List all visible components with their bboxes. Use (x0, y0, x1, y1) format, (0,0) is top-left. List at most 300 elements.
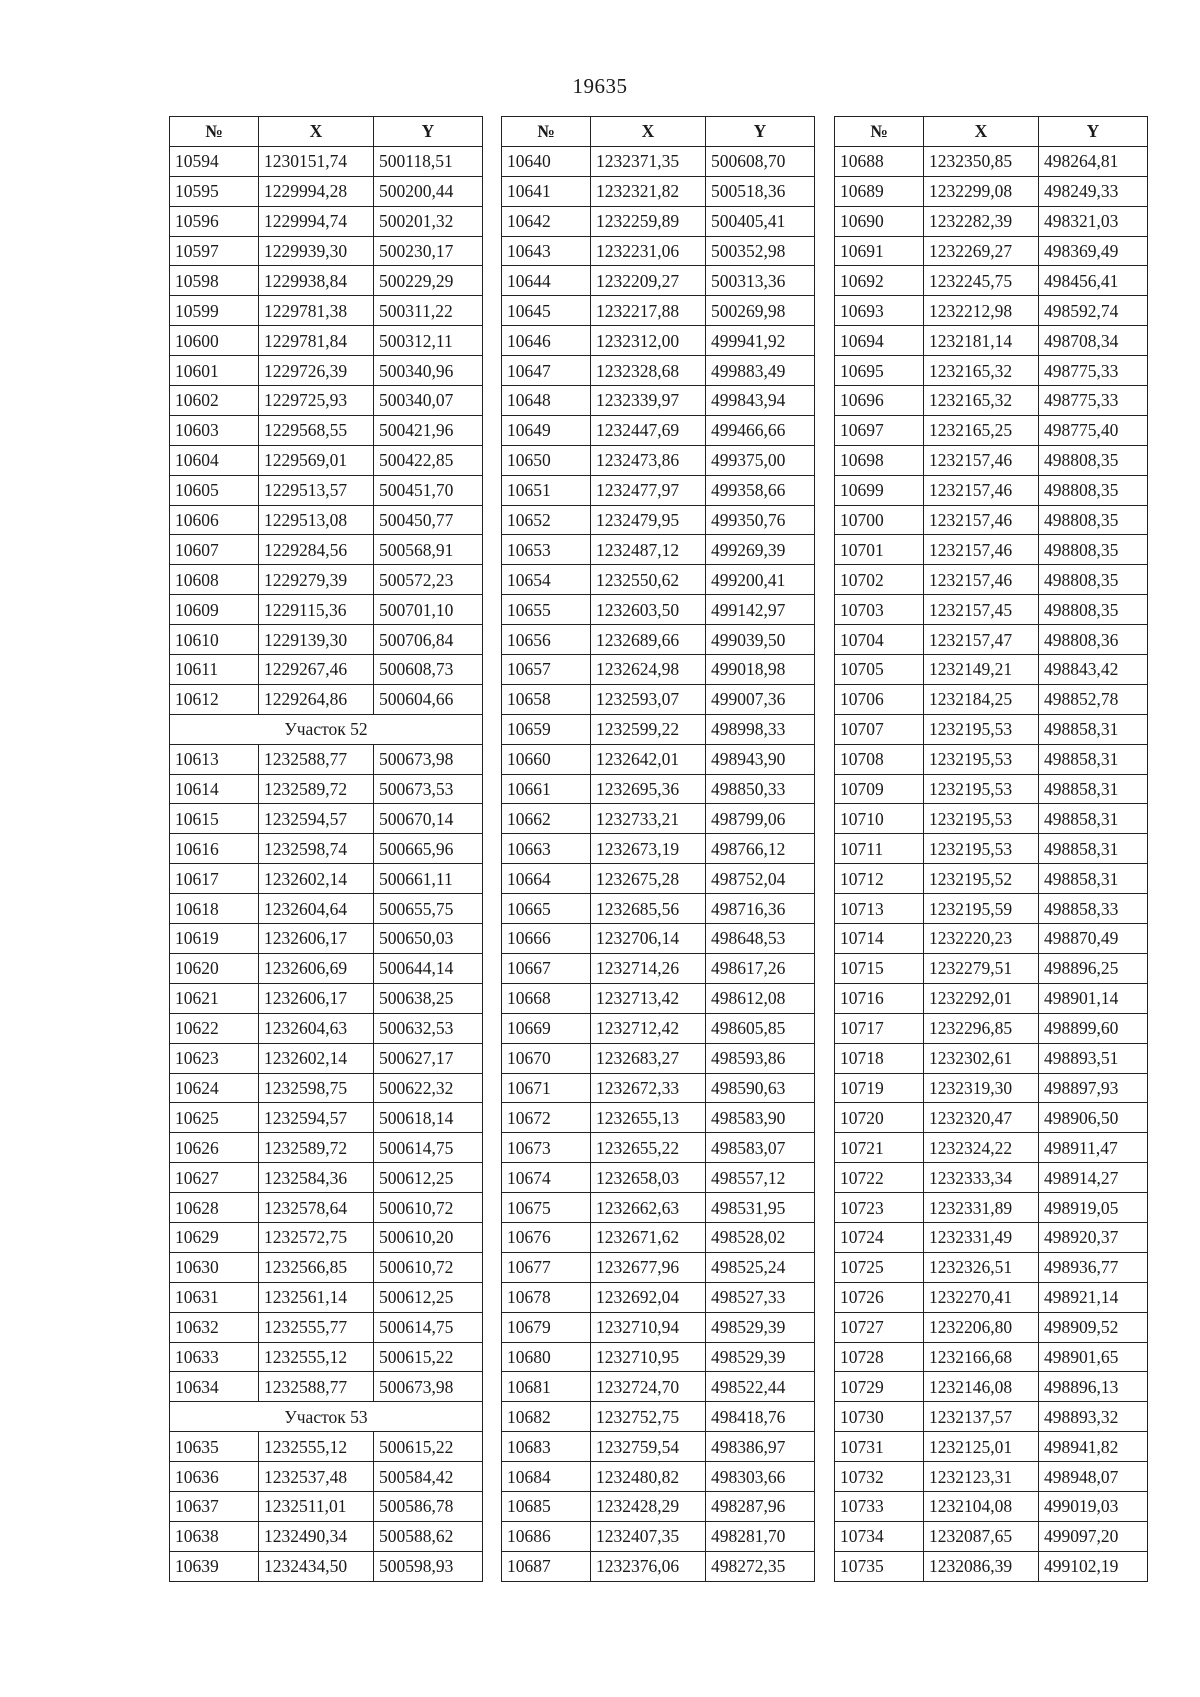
y-coordinate-cell: 498583,90 (706, 1103, 815, 1133)
x-coordinate-cell: 1230151,74 (259, 146, 374, 176)
y-coordinate-cell: 500618,14 (374, 1103, 483, 1133)
y-coordinate-cell: 500118,51 (374, 146, 483, 176)
y-coordinate-cell: 498896,25 (1039, 953, 1148, 983)
point-number-cell: 10608 (170, 565, 259, 595)
y-coordinate-cell: 500614,75 (374, 1312, 483, 1342)
x-coordinate-cell: 1232326,51 (924, 1252, 1039, 1282)
table-row (170, 1342, 483, 1372)
x-coordinate-cell: 1232087,65 (924, 1521, 1039, 1551)
table-row (502, 535, 815, 565)
y-coordinate-cell: 499142,97 (706, 595, 815, 625)
table-row (835, 1491, 1148, 1521)
y-coordinate-cell: 500405,41 (706, 206, 815, 236)
table-row (835, 953, 1148, 983)
y-coordinate-cell: 498612,08 (706, 983, 815, 1013)
point-number-cell: 10726 (835, 1282, 924, 1312)
point-number-cell: 10603 (170, 415, 259, 445)
table-row (502, 834, 815, 864)
x-coordinate-cell: 1232589,72 (259, 774, 374, 804)
x-coordinate-cell: 1232157,46 (924, 445, 1039, 475)
table-row (502, 356, 815, 386)
y-coordinate-cell: 500673,53 (374, 774, 483, 804)
table-row (502, 505, 815, 535)
point-number-cell: 10618 (170, 894, 259, 924)
point-number-cell: 10674 (502, 1163, 591, 1193)
y-coordinate-cell: 498264,81 (1039, 146, 1148, 176)
x-coordinate-cell: 1232270,41 (924, 1282, 1039, 1312)
x-coordinate-cell: 1232602,14 (259, 1043, 374, 1073)
table-row (502, 565, 815, 595)
y-coordinate-cell: 498369,49 (1039, 236, 1148, 266)
y-coordinate-cell: 500614,75 (374, 1133, 483, 1163)
x-coordinate-cell: 1232292,01 (924, 983, 1039, 1013)
table-row (502, 714, 815, 744)
point-number-cell: 10722 (835, 1163, 924, 1193)
x-coordinate-cell: 1229139,30 (259, 625, 374, 655)
table-row (170, 1521, 483, 1551)
point-number-cell: 10607 (170, 535, 259, 565)
y-coordinate-cell: 498858,31 (1039, 744, 1148, 774)
table-row (502, 296, 815, 326)
x-coordinate-cell: 1232157,45 (924, 595, 1039, 625)
point-number-cell: 10689 (835, 176, 924, 206)
table-row (835, 356, 1148, 386)
point-number-cell: 10691 (835, 236, 924, 266)
column-header-x: X (259, 117, 374, 147)
y-coordinate-cell: 498418,76 (706, 1402, 815, 1432)
section-row (170, 1402, 483, 1432)
y-coordinate-cell: 499007,36 (706, 684, 815, 714)
x-coordinate-cell: 1232328,68 (591, 356, 706, 386)
y-coordinate-cell: 498901,14 (1039, 983, 1148, 1013)
table-row (835, 386, 1148, 416)
x-coordinate-cell: 1232588,77 (259, 1372, 374, 1402)
point-number-cell: 10679 (502, 1312, 591, 1342)
x-coordinate-cell: 1229781,38 (259, 296, 374, 326)
table-row (170, 1133, 483, 1163)
point-number-cell: 10652 (502, 505, 591, 535)
y-coordinate-cell: 498920,37 (1039, 1222, 1148, 1252)
table-row (502, 206, 815, 236)
table-row (835, 655, 1148, 685)
table-row (170, 176, 483, 206)
point-number-cell: 10678 (502, 1282, 591, 1312)
y-coordinate-cell: 499018,98 (706, 655, 815, 685)
table-row (170, 625, 483, 655)
table-row (835, 1043, 1148, 1073)
table-row (170, 535, 483, 565)
table-row (835, 1342, 1148, 1372)
table-row (170, 1491, 483, 1521)
y-coordinate-cell: 500421,96 (374, 415, 483, 445)
x-coordinate-cell: 1232296,85 (924, 1013, 1039, 1043)
x-coordinate-cell: 1232550,62 (591, 565, 706, 595)
table-row (502, 1491, 815, 1521)
x-coordinate-cell: 1232606,69 (259, 953, 374, 983)
y-coordinate-cell: 498617,26 (706, 953, 815, 983)
point-number-cell: 10601 (170, 356, 259, 386)
table-row (835, 535, 1148, 565)
column-header-number: № (502, 117, 591, 147)
y-coordinate-cell: 500200,44 (374, 176, 483, 206)
y-coordinate-cell: 500638,25 (374, 983, 483, 1013)
y-coordinate-cell: 498525,24 (706, 1252, 815, 1282)
table-row (502, 1372, 815, 1402)
point-number-cell: 10606 (170, 505, 259, 535)
x-coordinate-cell: 1232673,19 (591, 834, 706, 864)
table-row (502, 1073, 815, 1103)
table-row (502, 415, 815, 445)
table-row (170, 1372, 483, 1402)
table-row (170, 894, 483, 924)
table-row (502, 1312, 815, 1342)
column-header-number: № (170, 117, 259, 147)
x-coordinate-cell: 1232561,14 (259, 1282, 374, 1312)
table-row (170, 953, 483, 983)
x-coordinate-cell: 1232473,86 (591, 445, 706, 475)
x-coordinate-cell: 1232537,48 (259, 1462, 374, 1492)
table-row (502, 146, 815, 176)
table-row (835, 176, 1148, 206)
table-row (835, 1193, 1148, 1223)
table-body (835, 146, 1148, 1581)
table-row (835, 1013, 1148, 1043)
x-coordinate-cell: 1229725,93 (259, 386, 374, 416)
x-coordinate-cell: 1232245,75 (924, 266, 1039, 296)
y-coordinate-cell: 500673,98 (374, 744, 483, 774)
y-coordinate-cell: 500229,29 (374, 266, 483, 296)
x-coordinate-cell: 1232209,27 (591, 266, 706, 296)
y-coordinate-cell: 499102,19 (1039, 1551, 1148, 1581)
column-header-x: X (591, 117, 706, 147)
point-number-cell: 10622 (170, 1013, 259, 1043)
y-coordinate-cell: 498590,63 (706, 1073, 815, 1103)
table-row (502, 804, 815, 834)
table-row (170, 505, 483, 535)
x-coordinate-cell: 1232447,69 (591, 415, 706, 445)
point-number-cell: 10602 (170, 386, 259, 416)
point-number-cell: 10683 (502, 1432, 591, 1462)
y-coordinate-cell: 498593,86 (706, 1043, 815, 1073)
x-coordinate-cell: 1232689,66 (591, 625, 706, 655)
point-number-cell: 10695 (835, 356, 924, 386)
point-number-cell: 10699 (835, 475, 924, 505)
y-coordinate-cell: 498870,49 (1039, 924, 1148, 954)
y-coordinate-cell: 498456,41 (1039, 266, 1148, 296)
x-coordinate-cell: 1232604,64 (259, 894, 374, 924)
point-number-cell: 10713 (835, 894, 924, 924)
y-coordinate-cell: 498752,04 (706, 864, 815, 894)
point-number-cell: 10664 (502, 864, 591, 894)
point-number-cell: 10634 (170, 1372, 259, 1402)
x-coordinate-cell: 1229513,08 (259, 505, 374, 535)
x-coordinate-cell: 1232165,25 (924, 415, 1039, 445)
y-coordinate-cell: 498528,02 (706, 1222, 815, 1252)
y-coordinate-cell: 498850,33 (706, 774, 815, 804)
x-coordinate-cell: 1232593,07 (591, 684, 706, 714)
x-coordinate-cell: 1232480,82 (591, 1462, 706, 1492)
y-coordinate-cell: 498527,33 (706, 1282, 815, 1312)
table-row (170, 1193, 483, 1223)
table-body (170, 146, 483, 1581)
point-number-cell: 10631 (170, 1282, 259, 1312)
x-coordinate-cell: 1232675,28 (591, 864, 706, 894)
table-row (170, 1252, 483, 1282)
table-row (835, 1222, 1148, 1252)
table-row (835, 625, 1148, 655)
point-number-cell: 10625 (170, 1103, 259, 1133)
y-coordinate-cell: 500568,91 (374, 535, 483, 565)
table-row (502, 1252, 815, 1282)
y-coordinate-cell: 498899,60 (1039, 1013, 1148, 1043)
y-coordinate-cell: 500451,70 (374, 475, 483, 505)
x-coordinate-cell: 1232195,53 (924, 774, 1039, 804)
x-coordinate-cell: 1229994,28 (259, 176, 374, 206)
point-number-cell: 10668 (502, 983, 591, 1013)
y-coordinate-cell: 500706,84 (374, 625, 483, 655)
x-coordinate-cell: 1232713,42 (591, 983, 706, 1013)
point-number-cell: 10628 (170, 1193, 259, 1223)
x-coordinate-cell: 1232733,21 (591, 804, 706, 834)
table-row (170, 924, 483, 954)
table-row (170, 804, 483, 834)
table-row (835, 505, 1148, 535)
y-coordinate-cell: 498897,93 (1039, 1073, 1148, 1103)
point-number-cell: 10710 (835, 804, 924, 834)
column-header-y: Y (374, 117, 483, 147)
x-coordinate-cell: 1232104,08 (924, 1491, 1039, 1521)
point-number-cell: 10651 (502, 475, 591, 505)
x-coordinate-cell: 1232376,06 (591, 1551, 706, 1581)
y-coordinate-cell: 498914,27 (1039, 1163, 1148, 1193)
x-coordinate-cell: 1232434,50 (259, 1551, 374, 1581)
point-number-cell: 10685 (502, 1491, 591, 1521)
x-coordinate-cell: 1232642,01 (591, 744, 706, 774)
table-row (835, 296, 1148, 326)
y-coordinate-cell: 500612,25 (374, 1163, 483, 1193)
point-number-cell: 10690 (835, 206, 924, 236)
point-number-cell: 10614 (170, 774, 259, 804)
x-coordinate-cell: 1232157,47 (924, 625, 1039, 655)
point-number-cell: 10720 (835, 1103, 924, 1133)
page-number: 19635 (572, 74, 628, 98)
point-number-cell: 10635 (170, 1432, 259, 1462)
x-coordinate-cell: 1232428,29 (591, 1491, 706, 1521)
table-row (170, 565, 483, 595)
x-coordinate-cell: 1232603,50 (591, 595, 706, 625)
table-row (835, 1103, 1148, 1133)
table-row (170, 326, 483, 356)
x-coordinate-cell: 1232683,27 (591, 1043, 706, 1073)
x-coordinate-cell: 1232125,01 (924, 1432, 1039, 1462)
y-coordinate-cell: 498858,33 (1039, 894, 1148, 924)
point-number-cell: 10703 (835, 595, 924, 625)
y-coordinate-cell: 500612,25 (374, 1282, 483, 1312)
y-coordinate-cell: 498799,06 (706, 804, 815, 834)
point-number-cell: 10680 (502, 1342, 591, 1372)
table-row (502, 684, 815, 714)
x-coordinate-cell: 1232146,08 (924, 1372, 1039, 1402)
point-number-cell: 10700 (835, 505, 924, 535)
x-coordinate-cell: 1232479,95 (591, 505, 706, 535)
y-coordinate-cell: 498716,36 (706, 894, 815, 924)
x-coordinate-cell: 1232149,21 (924, 655, 1039, 685)
table-row (502, 894, 815, 924)
y-coordinate-cell: 498592,74 (1039, 296, 1148, 326)
table-row (502, 386, 815, 416)
x-coordinate-cell: 1232166,68 (924, 1342, 1039, 1372)
point-number-cell: 10709 (835, 774, 924, 804)
column-header-x: X (924, 117, 1039, 147)
table-row (502, 475, 815, 505)
table-row (502, 1462, 815, 1492)
point-number-cell: 10630 (170, 1252, 259, 1282)
y-coordinate-cell: 498941,82 (1039, 1432, 1148, 1462)
point-number-cell: 10659 (502, 714, 591, 744)
point-number-cell: 10611 (170, 655, 259, 685)
y-coordinate-cell: 498287,96 (706, 1491, 815, 1521)
y-coordinate-cell: 498531,95 (706, 1193, 815, 1223)
table-row (170, 236, 483, 266)
x-coordinate-cell: 1232712,42 (591, 1013, 706, 1043)
coordinate-table-2 (501, 116, 815, 1582)
table-row (835, 1282, 1148, 1312)
table-row (835, 744, 1148, 774)
table-row (502, 924, 815, 954)
table-row (170, 595, 483, 625)
point-number-cell: 10640 (502, 146, 591, 176)
y-coordinate-cell: 499375,00 (706, 445, 815, 475)
x-coordinate-cell: 1232662,63 (591, 1193, 706, 1223)
y-coordinate-cell: 498921,14 (1039, 1282, 1148, 1312)
point-number-cell: 10660 (502, 744, 591, 774)
point-number-cell: 10657 (502, 655, 591, 685)
y-coordinate-cell: 500586,78 (374, 1491, 483, 1521)
point-number-cell: 10675 (502, 1193, 591, 1223)
y-coordinate-cell: 498858,31 (1039, 864, 1148, 894)
y-coordinate-cell: 500201,32 (374, 206, 483, 236)
table-row (502, 1193, 815, 1223)
x-coordinate-cell: 1232279,51 (924, 953, 1039, 983)
table-row (835, 326, 1148, 356)
table-row (170, 1013, 483, 1043)
x-coordinate-cell: 1232588,77 (259, 744, 374, 774)
y-coordinate-cell: 498808,35 (1039, 445, 1148, 475)
point-number-cell: 10719 (835, 1073, 924, 1103)
point-number-cell: 10654 (502, 565, 591, 595)
x-coordinate-cell: 1232594,57 (259, 1103, 374, 1133)
point-number-cell: 10702 (835, 565, 924, 595)
y-coordinate-cell: 500610,72 (374, 1252, 483, 1282)
y-coordinate-cell: 499019,03 (1039, 1491, 1148, 1521)
x-coordinate-cell: 1232220,23 (924, 924, 1039, 954)
y-coordinate-cell: 498893,51 (1039, 1043, 1148, 1073)
point-number-cell: 10676 (502, 1222, 591, 1252)
table-row (170, 445, 483, 475)
y-coordinate-cell: 498529,39 (706, 1312, 815, 1342)
table-row (835, 864, 1148, 894)
point-number-cell: 10595 (170, 176, 259, 206)
x-coordinate-cell: 1232217,88 (591, 296, 706, 326)
coordinate-table-3 (834, 116, 1148, 1582)
x-coordinate-cell: 1232331,89 (924, 1193, 1039, 1223)
x-coordinate-cell: 1232165,32 (924, 356, 1039, 386)
y-coordinate-cell: 499039,50 (706, 625, 815, 655)
point-number-cell: 10698 (835, 445, 924, 475)
table-row (835, 236, 1148, 266)
point-number-cell: 10650 (502, 445, 591, 475)
table-body (502, 146, 815, 1581)
section-row (170, 714, 483, 744)
x-coordinate-cell: 1232371,35 (591, 146, 706, 176)
table-row (170, 415, 483, 445)
y-coordinate-cell: 498998,33 (706, 714, 815, 744)
y-coordinate-cell: 499941,92 (706, 326, 815, 356)
table-row (170, 206, 483, 236)
point-number-cell: 10708 (835, 744, 924, 774)
table-row (502, 655, 815, 685)
y-coordinate-cell: 500610,72 (374, 1193, 483, 1223)
table-row (170, 475, 483, 505)
table-row (835, 804, 1148, 834)
point-number-cell: 10647 (502, 356, 591, 386)
x-coordinate-cell: 1232157,46 (924, 505, 1039, 535)
x-coordinate-cell: 1232321,82 (591, 176, 706, 206)
table-row (835, 1372, 1148, 1402)
y-coordinate-cell: 498858,31 (1039, 714, 1148, 744)
column-header-number: № (835, 117, 924, 147)
point-number-cell: 10655 (502, 595, 591, 625)
y-coordinate-cell: 500701,10 (374, 595, 483, 625)
x-coordinate-cell: 1232555,77 (259, 1312, 374, 1342)
point-number-cell: 10616 (170, 834, 259, 864)
table-row (170, 1163, 483, 1193)
point-number-cell: 10629 (170, 1222, 259, 1252)
point-number-cell: 10686 (502, 1521, 591, 1551)
x-coordinate-cell: 1232407,35 (591, 1521, 706, 1551)
x-coordinate-cell: 1229267,46 (259, 655, 374, 685)
point-number-cell: 10711 (835, 834, 924, 864)
point-number-cell: 10624 (170, 1073, 259, 1103)
x-coordinate-cell: 1232555,12 (259, 1432, 374, 1462)
y-coordinate-cell: 500422,85 (374, 445, 483, 475)
table-row (835, 1462, 1148, 1492)
table-row (502, 774, 815, 804)
y-coordinate-cell: 500670,14 (374, 804, 483, 834)
table-row (835, 1521, 1148, 1551)
y-coordinate-cell: 500230,17 (374, 236, 483, 266)
point-number-cell: 10661 (502, 774, 591, 804)
y-coordinate-cell: 499350,76 (706, 505, 815, 535)
section-title: Участок 53 (170, 1402, 483, 1432)
table-row (170, 684, 483, 714)
table-row (170, 983, 483, 1013)
y-coordinate-cell: 498911,47 (1039, 1133, 1148, 1163)
x-coordinate-cell: 1232157,46 (924, 475, 1039, 505)
point-number-cell: 10597 (170, 236, 259, 266)
point-number-cell: 10718 (835, 1043, 924, 1073)
table-row (502, 1163, 815, 1193)
x-coordinate-cell: 1232165,32 (924, 386, 1039, 416)
y-coordinate-cell: 498943,90 (706, 744, 815, 774)
table-row (835, 774, 1148, 804)
table-row (170, 774, 483, 804)
point-number-cell: 10596 (170, 206, 259, 236)
column-header-y: Y (706, 117, 815, 147)
column-header-y: Y (1039, 117, 1148, 147)
y-coordinate-cell: 499466,66 (706, 415, 815, 445)
point-number-cell: 10705 (835, 655, 924, 685)
